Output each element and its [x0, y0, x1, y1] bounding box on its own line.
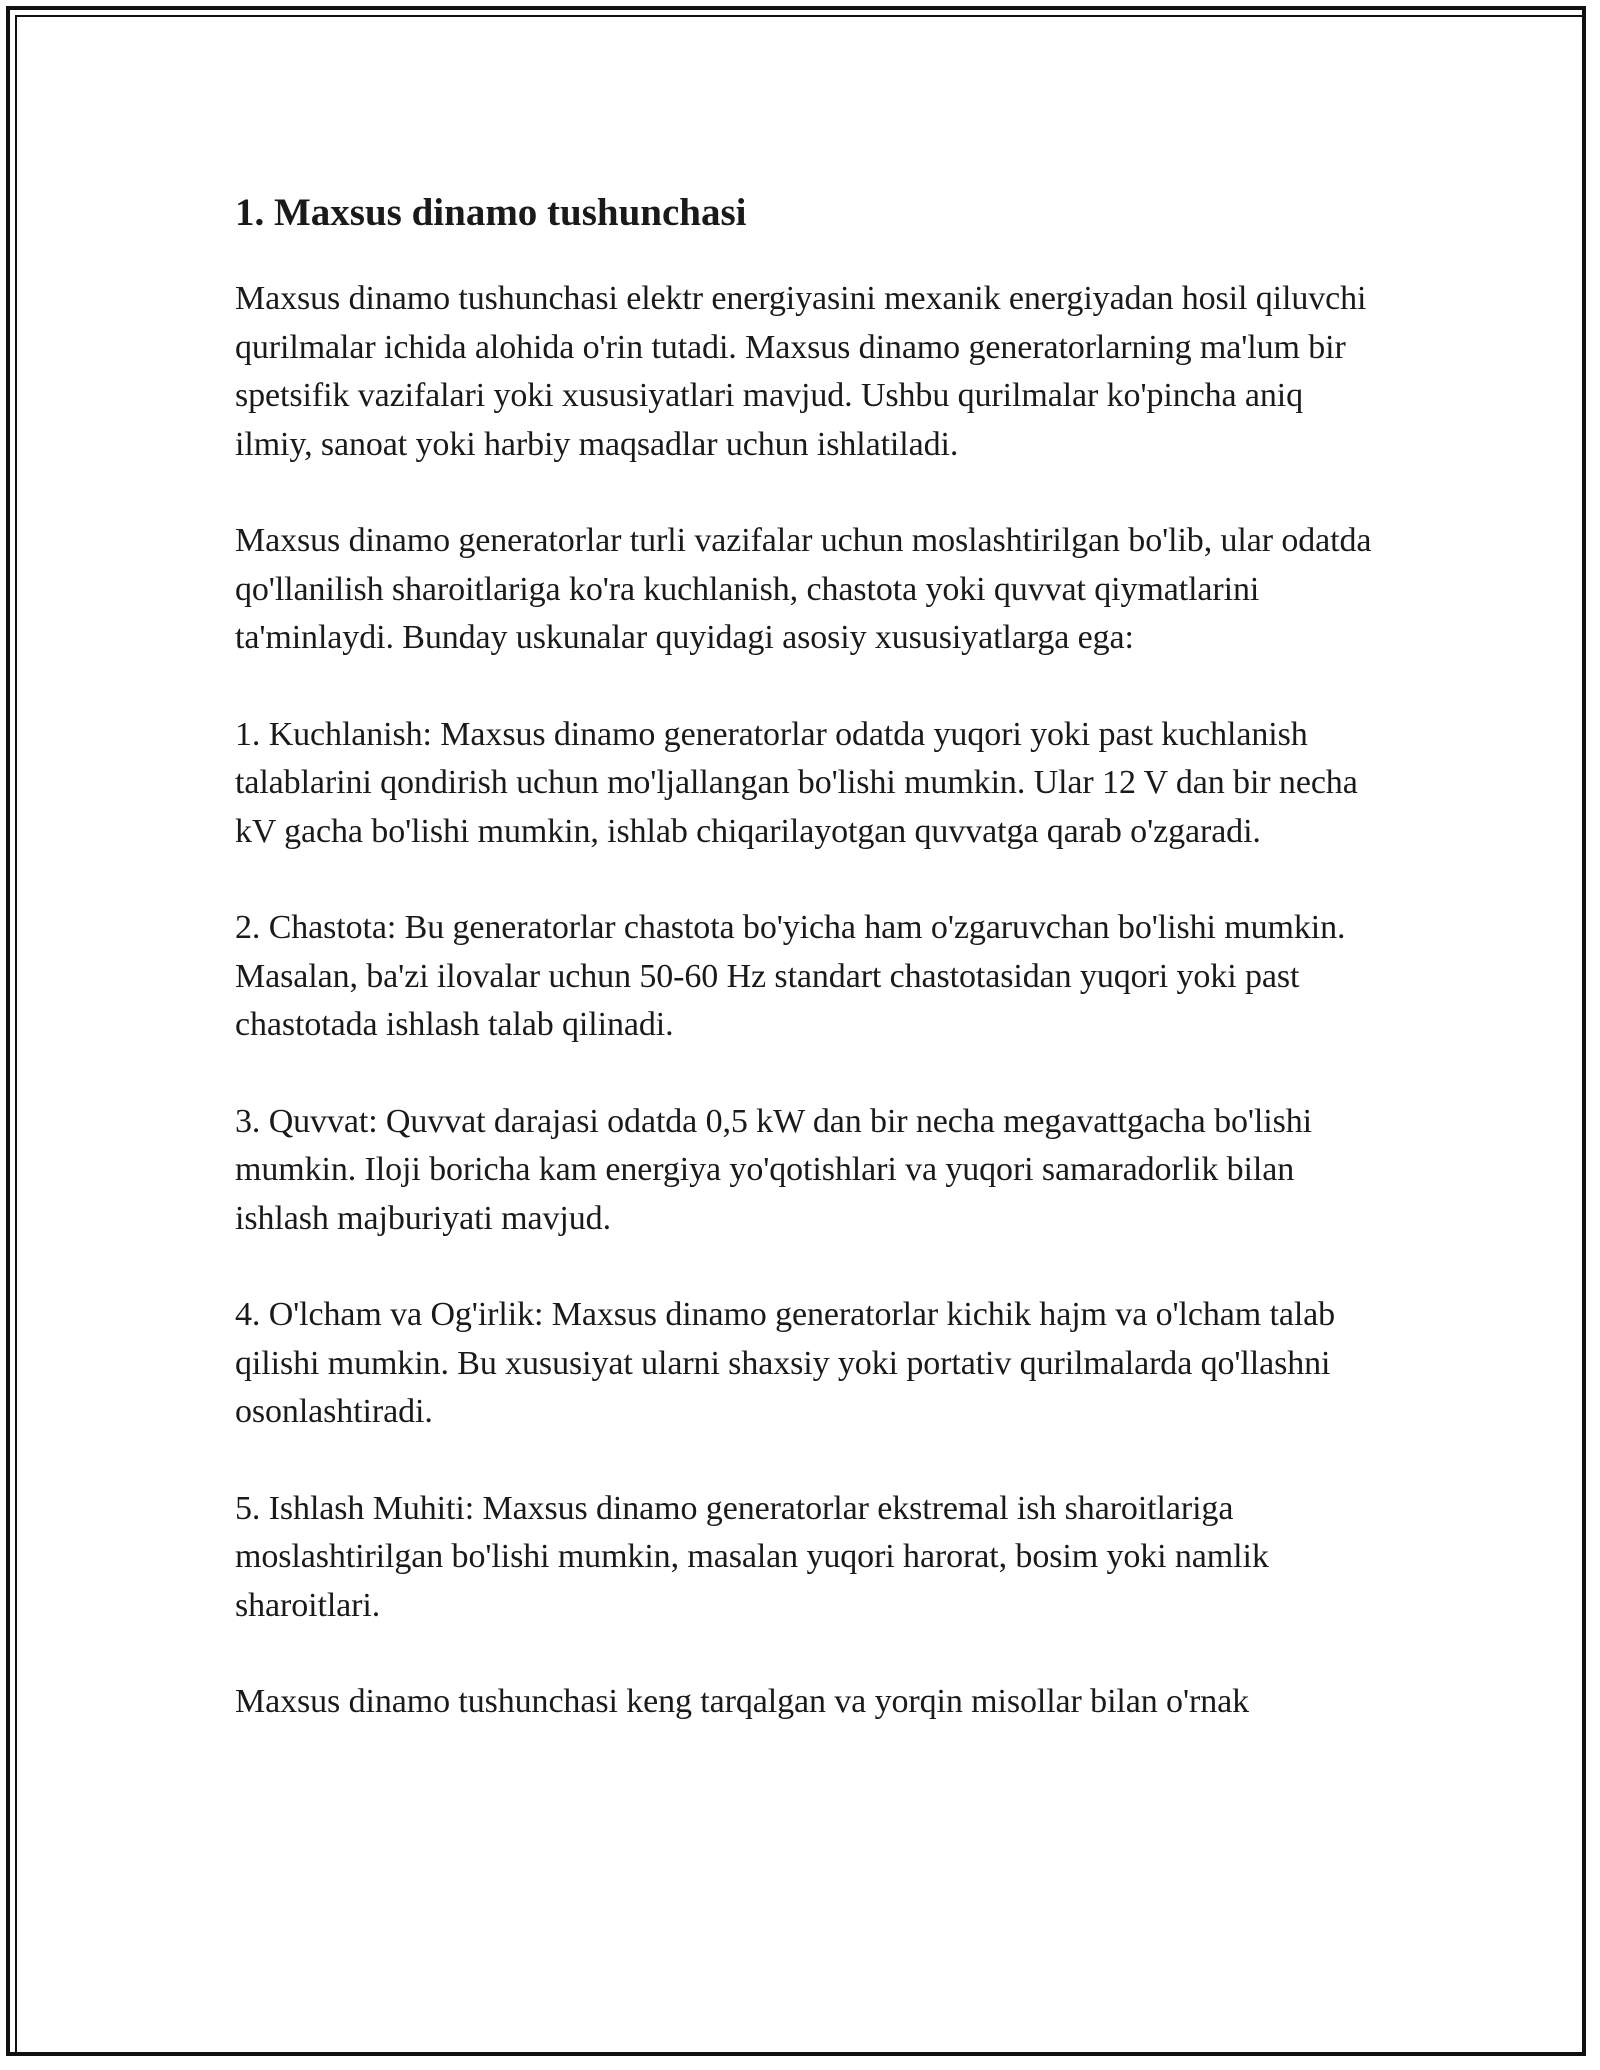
paragraph-intro: Maxsus dinamo tushunchasi elektr energiyasini mexanik energiyadan hosil qiluvchi qurilmalar ichida alohida o'rin tutadi. Maxsus dinamo generatorlarning ma'lum bir spetsifik vazifalari yoki xususiyatlari mavjud. Ushbu qurilmalar ko'pincha aniq ilmiy, sanoat yoki harbiy maqsadlar uchun ishlatiladi.: [235, 280, 1367, 463]
paragraph-closing: Maxsus dinamo tushunchasi keng tarqalgan va yorqin misollar bilan o'rnak: [235, 1683, 1249, 1720]
list-item-power: 3. Quvvat: Quvvat darajasi odatda 0,5 kW dan bir necha megavattgacha bo'lishi mumkin. Iloji boricha kam energiya yo'qotishlari va yuqori samaradorlik bilan ishlash majburiyati mavjud.: [235, 1102, 1312, 1237]
document-title: 1. Maxsus dinamo tushunchasi: [235, 191, 747, 234]
document-body: [235, 185, 1375, 1775]
list-item-voltage: 1. Kuchlanish: Maxsus dinamo generatorlar odatda yuqori yoki past kuchlanish talablarini qondirish uchun mo'ljallangan bo'lishi mumkin. Ular 12 V dan bir necha kV gacha bo'lishi mumkin, ishlab chiqarilayotgan quvvatga qarab o'zgaradi.: [235, 715, 1358, 850]
paragraph-features-intro: Maxsus dinamo generatorlar turli vazifalar uchun moslashtirilgan bo'lib, ular odatda qo'llanilish sharoitlariga ko'ra kuchlanish, chastota yoki quvvat qiymatlarini ta'minlaydi. Bunday uskunalar quyidagi asosiy xususiyatlarga ega:: [235, 522, 1372, 656]
list-item-size-weight: 4. O'lcham va Og'irlik: Maxsus dinamo generatorlar kichik hajm va o'lcham talab qilishi mumkin. Bu xususiyat ularni shaxsiy yoki portativ qurilmalarda qo'llashni osonlashtiradi.: [235, 1296, 1336, 1430]
list-item-frequency: 2. Chastota: Bu generatorlar chastota bo'yicha ham o'zgaruvchan bo'lishi mumkin. Masalan, ba'zi ilovalar uchun 50-60 Hz standart chastotasidan yuqori yoki past chastotada ishlash talab qilinadi.: [235, 909, 1346, 1043]
list-item-environment: 5. Ishlash Muhiti: Maxsus dinamo generatorlar ekstremal ish sharoitlariga moslashtirilgan bo'lishi mumkin, masalan yuqori harorat, bosim yoki namlik sharoitlari.: [235, 1489, 1269, 1624]
